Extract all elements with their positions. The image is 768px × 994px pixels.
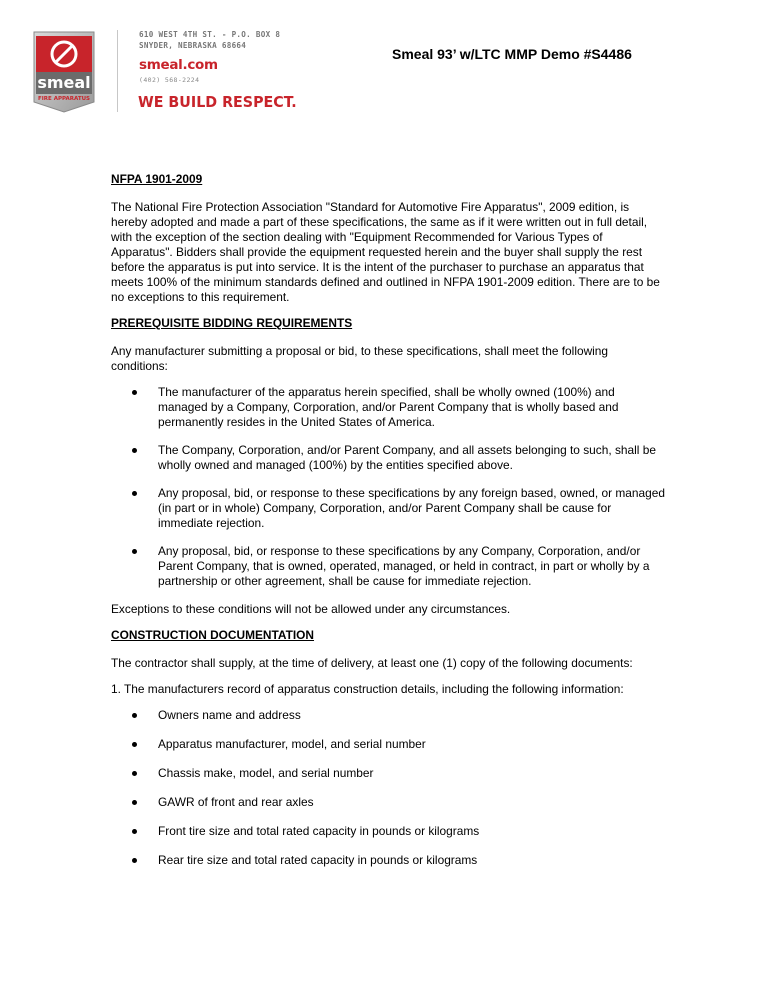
address-line-2: SNYDER, NEBRASKA 68664: [139, 40, 247, 50]
bullet-icon: [132, 549, 137, 554]
list-item-text: Rear tire size and total rated capacity in pounds or kilograms: [158, 853, 478, 867]
list-item-text: Apparatus manufacturer, model, and serial number: [158, 737, 426, 751]
list-item-text: The manufacturer of the apparatus herein specified, shall be wholly owned (100%) and managed by a Company, Corporation, and/or Parent Company that is wholly based and permanently resides in the United States of America.: [158, 385, 619, 429]
list-item: [111, 443, 666, 473]
list-item-text: Chassis make, model, and serial number: [158, 766, 374, 780]
list-item: [111, 853, 666, 868]
logo-wordmark: smeal: [37, 73, 91, 92]
prereq-closing: Exceptions to these conditions will not be allowed under any circumstances.: [111, 602, 511, 616]
bullet-icon: [132, 390, 137, 395]
construction-intro: The contractor shall supply, at the time of delivery, at least one (1) copy of the following documents:: [111, 656, 633, 670]
bullet-icon: [132, 800, 137, 805]
letterhead-website: smeal.com: [139, 57, 218, 73]
address-line-1: 610 WEST 4TH ST. - P.O. BOX 8: [139, 30, 281, 39]
smeal-logo: [30, 30, 98, 114]
document-title: Smeal 93’ w/LTC MMP Demo #S4486: [392, 46, 632, 62]
list-item: [111, 737, 666, 752]
bullet-icon: [132, 742, 137, 747]
construction-heading: CONSTRUCTION DOCUMENTATION: [111, 628, 315, 642]
prereq-intro: Any manufacturer submitting a proposal or bid, to these specifications, shall meet the following conditions:: [111, 344, 609, 373]
letterhead-address: [139, 30, 280, 51]
nfpa-heading: NFPA 1901-2009: [111, 172, 203, 186]
bullet-icon: [132, 713, 137, 718]
list-item: [111, 795, 666, 810]
bullet-icon: [132, 448, 137, 453]
bullet-icon: [132, 858, 137, 863]
list-item-text: Owners name and address: [158, 708, 301, 722]
construction-item-1: 1. The manufacturers record of apparatus construction details, including the following information:: [111, 682, 624, 696]
construction-list: [111, 708, 666, 868]
prereq-heading: PREREQUISITE BIDDING REQUIREMENTS: [111, 316, 353, 330]
logo-subtitle: FIRE APPARATUS: [37, 96, 91, 102]
list-item-text: The Company, Corporation, and/or Parent Company, and all assets belonging to such, shall be wholly owned and managed (100%) by the entities specified above.: [158, 443, 656, 472]
letterhead-divider: [117, 30, 118, 112]
list-item: [111, 544, 666, 589]
letterhead-slogan: WE BUILD RESPECT.: [138, 93, 297, 111]
nfpa-paragraph: The National Fire Protection Association "Standard for Automotive Fire Apparatus", 2009 edition, is hereby adopted and made a part of these specifications, the same as if it were written out in full detail, with the exception of the section dealing with "Equipment Recommended for Various Types of Apparatus". Bidders shall provide the equipment requested herein and the buyer shall supply the rest before the apparatus is put into service. It is the intent of the purchaser to purchase an apparatus that meets 100% of the minimum standards defined and outlined in NFPA 1901-2009 edition. There are to be no exceptions to this requirement.: [111, 200, 660, 304]
list-item-text: Any proposal, bid, or response to these specifications by any Company, Corporation, and/or Parent Company, that is owned, operated, managed, or held in contract, in part or wholly by a partnership or other agreement, shall be cause for immediate rejection.: [158, 544, 650, 588]
list-item: [111, 824, 666, 839]
list-item-text: Front tire size and total rated capacity in pounds or kilograms: [158, 824, 480, 838]
document-body: [111, 172, 666, 882]
letterhead-phone: (402) 568-2224: [139, 76, 200, 84]
bullet-icon: [132, 491, 137, 496]
bullet-icon: [132, 771, 137, 776]
list-item-text: Any proposal, bid, or response to these specifications by any foreign based, owned, or managed (in part or in whole) Company, Corporation, and/or Parent Company shall be cause for immediate rejection.: [158, 486, 665, 530]
list-item: [111, 766, 666, 781]
list-item: [111, 385, 666, 430]
list-item: [111, 486, 666, 531]
prereq-list: [111, 385, 666, 589]
bullet-icon: [132, 829, 137, 834]
list-item-text: GAWR of front and rear axles: [158, 795, 314, 809]
list-item: [111, 708, 666, 723]
